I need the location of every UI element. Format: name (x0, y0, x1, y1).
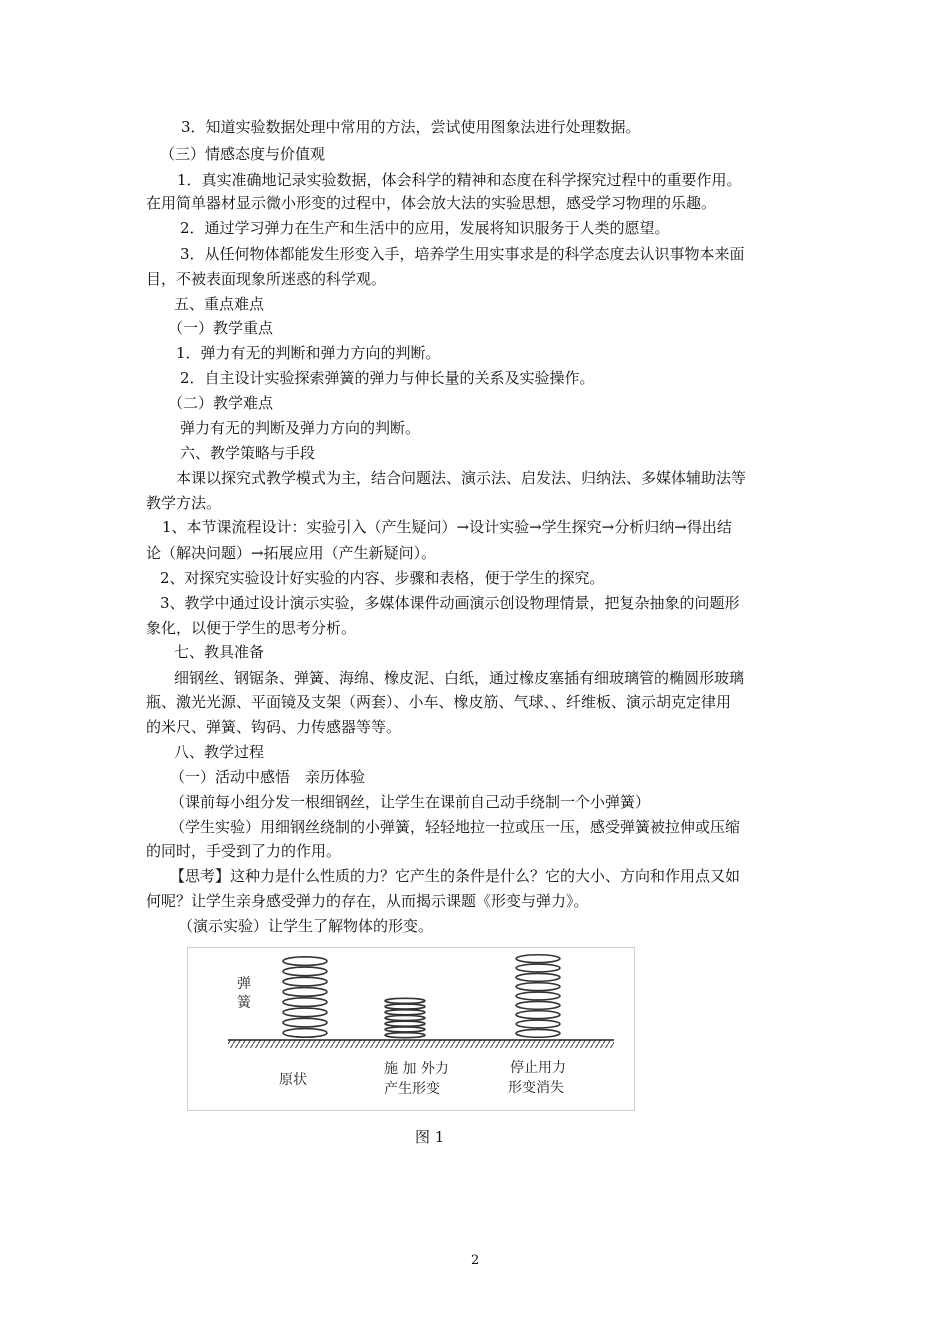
text-line: 3．知道实验数据处理中常用的方法，尝试使用图象法进行处理数据。 (181, 118, 641, 136)
text-line: 2．通过学习弹力在生产和生活中的应用，发展将知识服务于人类的愿望。 (180, 219, 670, 237)
spring-coil (385, 1010, 425, 1015)
spring-coil (516, 992, 560, 1000)
spring-coil (516, 955, 560, 963)
ground-surface (228, 1040, 614, 1048)
text-line: 论（解决问题）→拓展应用（产生新疑问）。 (146, 544, 437, 562)
text-line: 目，不被表面现象所迷惑的科学观。 (146, 270, 387, 288)
section-heading: （一）教学重点 (168, 319, 274, 337)
text-line: 3．从任何物体都能发生形变入手，培养学生用实事求是的科学态度去认识事物本来面 (180, 245, 745, 263)
section-heading: 八、教学过程 (174, 743, 265, 761)
spring-coil (385, 1016, 425, 1021)
deformation-label: 产生形变 (384, 1081, 440, 1097)
text-line: 弹力有无的判断及弹力方向的判断。 (180, 419, 421, 437)
spring-coil (283, 1029, 327, 1038)
section-heading: 七、教具准备 (174, 643, 265, 661)
text-line: 1．弹力有无的判断和弹力方向的判断。 (176, 344, 441, 362)
spring-coil (385, 1021, 425, 1026)
spring-coil (516, 1029, 560, 1037)
section-heading: （二）教学难点 (168, 394, 274, 412)
springs-group (283, 955, 560, 1038)
text-line: 2．自主设计实验探索弹簧的弹力与伸长量的关系及实验操作。 (180, 369, 595, 387)
text-line: 教学方法。 (146, 494, 222, 512)
spring-coil (516, 964, 560, 972)
spring-coil (516, 1001, 560, 1009)
text-line: （学生实验）用细钢丝绕制的小弹簧，轻轻地拉一拉或压一压，感受弹簧被拉伸或压缩 (170, 818, 741, 836)
section-heading: 六、教学策略与手段 (180, 444, 316, 462)
text-line: （演示实验）让学生了解物体的形变。 (178, 917, 434, 935)
text-line: 何呢？让学生亲身感受弹力的存在，从而揭示课题《形变与弹力》。 (146, 892, 589, 910)
spring-coil (385, 1033, 425, 1038)
text-line: （课前每小组分发一根细钢丝，让学生在课前自己动手绕制一个小弹簧） (170, 793, 651, 811)
page-number: 2 (471, 1253, 480, 1268)
spring-deformation-figure (187, 947, 635, 1111)
text-line: 在用简单器材显示微小形变的过程中，体会放大法的实验思想，感受学习物理的乐趣。 (146, 194, 717, 212)
spring-restored (516, 955, 560, 1038)
text-line: 【思考】这种力是什么性质的力？它产生的条件是什么？它的大小、方向和作用点又如 (170, 867, 741, 885)
force-removed-label: 停止用力 (510, 1060, 566, 1076)
spring-label-bottom: 簧 (237, 995, 251, 1011)
spring-coil (385, 1027, 425, 1032)
text-line: 细钢丝、钢锯条、弹簧、海绵、橡皮泥、白纸，通过橡皮塞插有细玻璃管的椭圆形玻璃 (174, 669, 745, 687)
spring-coil (385, 1004, 425, 1009)
text-line: 本课以探究式教学模式为主，结合问题法、演示法、启发法、归纳法、多媒体辅助法等 (176, 469, 747, 487)
spring-coil (516, 1020, 560, 1028)
spring-compressed (385, 998, 425, 1037)
spring-coil (283, 977, 327, 986)
spring-original (283, 957, 327, 1037)
text-line: 1、本节课流程设计：实验引入（产生疑问）→设计实验→学生探究→分析归纳→得出结 (162, 518, 732, 536)
spring-coil (516, 1011, 560, 1019)
text-line: 的米尺、弹簧、钩码、力传感器等等。 (146, 718, 402, 736)
text-line: 3、教学中通过设计演示实验，多媒体课件动画演示创设物理情景，把复杂抽象的问题形 (160, 594, 740, 612)
text-line: 象化，以便于学生的思考分析。 (146, 619, 357, 637)
text-line: 1．真实准确地记录实验数据，体会科学的精神和态度在科学探究过程中的重要作用。 (177, 171, 742, 189)
spring-coil (516, 973, 560, 981)
figure-caption: 图 1 (415, 1128, 445, 1146)
spring-label-top: 弹 (237, 976, 251, 992)
section-heading: （三）情感态度与价值观 (160, 145, 326, 163)
spring-coil (283, 967, 327, 976)
text-line: 的同时，手受到了力的作用。 (146, 842, 342, 860)
spring-coil (283, 988, 327, 997)
spring-coil (283, 1018, 327, 1027)
spring-coil (283, 957, 327, 966)
section-heading: （一）活动中感悟 亲历体验 (170, 768, 366, 786)
deformation-gone-label: 形变消失 (508, 1080, 564, 1096)
spring-coil (516, 983, 560, 991)
text-line: 瓶、激光光源、平面镜及支架（两套）、小车、橡皮筋、气球、、纤维板、演示胡克定律用 (146, 693, 732, 711)
original-state-label: 原状 (279, 1072, 307, 1088)
force-applied-label: 施 加 外力 (384, 1061, 449, 1077)
spring-coil (283, 1008, 327, 1017)
section-heading: 五、重点难点 (174, 295, 265, 313)
spring-coil (283, 998, 327, 1007)
spring-coil (385, 998, 425, 1003)
text-line: 2、对探究实验设计好实验的内容、步骤和表格，便于学生的探究。 (160, 569, 605, 587)
